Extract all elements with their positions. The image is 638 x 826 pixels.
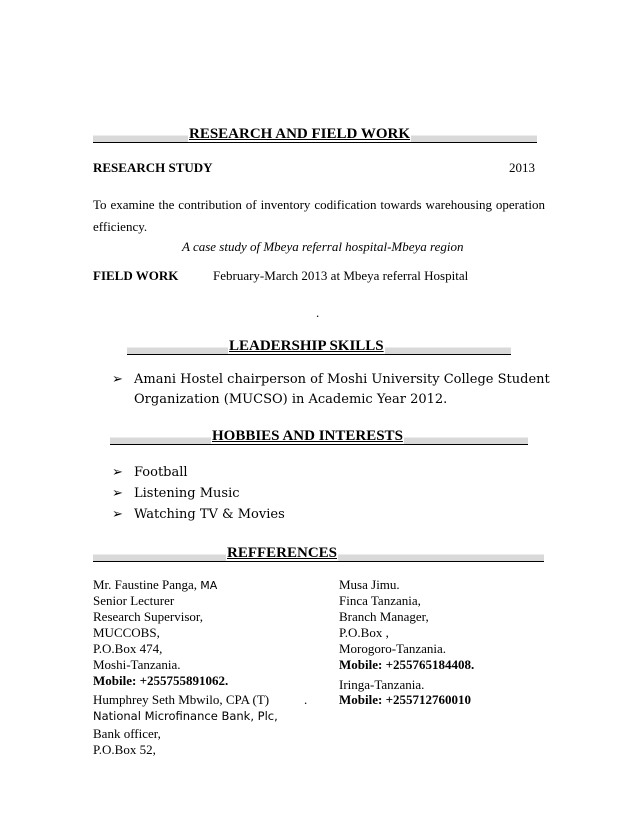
- ref1-mobile: Mobile: +255755891062.: [93, 673, 229, 688]
- bullet-arrow-icon: ➢: [112, 372, 123, 387]
- ref1-role: Research Supervisor,: [93, 609, 203, 624]
- ref1-title: Senior Lecturer: [93, 593, 175, 608]
- hobby-item-text: Listening Music: [134, 486, 240, 501]
- ref2-name: Musa Jimu.: [339, 577, 400, 592]
- ref4-mobile: Mobile: +255712760010: [339, 692, 471, 707]
- ref2-org: Finca Tanzania,: [339, 593, 421, 608]
- hobby-item: [112, 465, 188, 480]
- research-study-label: RESEARCH STUDY: [93, 160, 213, 175]
- hobby-item: [112, 507, 285, 522]
- field-work-label: FIELD WORK: [93, 268, 179, 283]
- ref1-box: P.O.Box 474,: [93, 641, 163, 656]
- leadership-item-cont: Organization (MUCSO) in Academic Year 2012.: [134, 392, 448, 407]
- ref3-name: Humphrey Seth Mbwilo, CPA (T): [93, 692, 270, 707]
- ref3-dot: .: [304, 692, 308, 707]
- hobby-item-text: Football: [134, 465, 188, 480]
- research-heading: RESEARCH AND FIELD WORK: [189, 126, 411, 142]
- research-study-text-cont: efficiency.: [93, 219, 148, 234]
- ref1-city: Moshi-Tanzania.: [93, 657, 181, 672]
- leadership-item-text: Amani Hostel chairperson of Moshi University College Student: [134, 372, 550, 387]
- ref2-box: P.O.Box ,: [339, 625, 389, 640]
- hobby-item-text: Watching TV & Movies: [134, 507, 285, 522]
- bullet-arrow-icon: ➢: [112, 465, 123, 480]
- ref2-mobile: Mobile: +255765184408.: [339, 657, 475, 672]
- ref3-org: National Microfinance Bank, Plc,: [93, 709, 278, 723]
- ref3-box: P.O.Box 52,: [93, 742, 156, 757]
- case-study: A case study of Mbeya referral hospital-Mbeya region: [182, 239, 464, 254]
- references-heading: REFFERENCES: [227, 545, 338, 561]
- ref2-city: Morogoro-Tanzania.: [339, 641, 447, 656]
- hobbies-heading: HOBBIES AND INTERESTS: [212, 428, 403, 444]
- ref2-role: Branch Manager,: [339, 609, 429, 624]
- ref3-role: Bank officer,: [93, 726, 161, 741]
- hobby-item: [112, 486, 240, 501]
- field-work-text: February-March 2013 at Mbeya referral Hospital: [213, 268, 469, 283]
- stray-dot: .: [316, 305, 320, 320]
- bullet-arrow-icon: ➢: [112, 507, 123, 522]
- bullet-arrow-icon: ➢: [112, 486, 123, 501]
- leadership-heading: LEADERSHIP SKILLS: [229, 338, 384, 354]
- ref1-degree: MA: [200, 579, 218, 592]
- research-study-year: 2013: [509, 160, 535, 175]
- ref4-city: Iringa-Tanzania.: [339, 677, 425, 692]
- research-study-text: To examine the contribution of inventory codification towards warehousing operation: [93, 197, 545, 212]
- leadership-item: [112, 372, 550, 387]
- ref1-name: Mr. Faustine Panga,: [93, 577, 197, 592]
- ref1-org: MUCCOBS,: [93, 625, 160, 640]
